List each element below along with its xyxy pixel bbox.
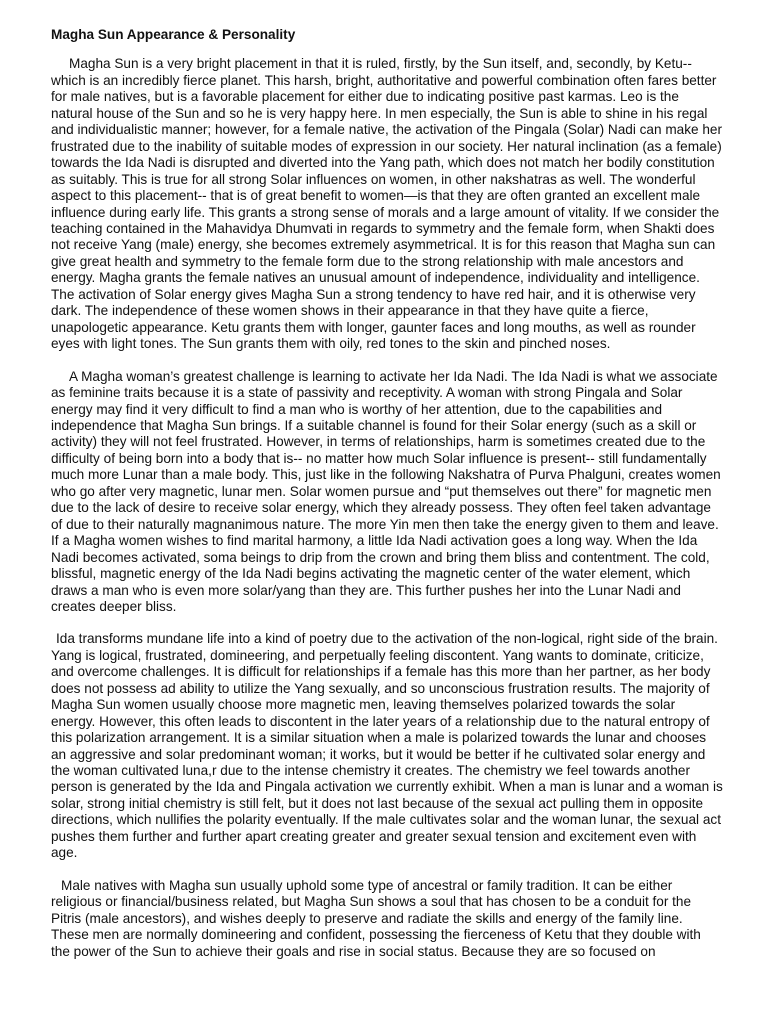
paragraph-4: Male natives with Magha sun usually uphold some type of ancestral or family tradition. It can be either religious or financial/business related, but Magha Sun shows a soul that has chosen to be a conduit for the Pitris (male ancestors), and wishes deeply to preserve and radiate the skills and energy of the family line. These men are normally domineering and confident, possessing the fierceness of Ketu that they double with the power of the Sun to achieve their goals and rise in social status. Because they are so focused on (51, 877, 701, 959)
paragraph-3: Ida transforms mundane life into a kind of poetry due to the activation of the non-logical, right side of the brain. Yang is logical, frustrated, domineering, and perpetually feeling discontent. Yang wants to dominate, criticize, and overcome challenges. It is difficult for relationships if a female has this more than her partner, as her body does not possess ad ability to utilize the Yang sexually, and so unconscious frustration results. The majority of Magha Sun women usually choose more magnetic men, leaving themselves polarized towards the solar energy. However, this often leads to discontent in the later years of a relationship due to the natural entropy of this polarization arrangement. It is a similar situation when a male is polarized towards the lunar and chooses an aggressive and solar predominant woman; it works, but it would be better if he cultivated solar energy and the woman cultivated luna,r due to the intense chemistry it creates. The chemistry we feel towards another person is generated by the Ida and Pingala activation we currently exhibit. When a man is lunar and a woman is solar, strong initial chemistry is still felt, but it does not last because of the sexual act pulling them in opposite directions, which nullifies the polarity eventually. If the male cultivates solar and the woman lunar, the sexual act pushes them further and further apart creating greater and greater sexual tension and excitement even with age. (51, 631, 723, 861)
document-title: Magha Sun Appearance & Personality (51, 27, 296, 42)
document-page (51, 27, 723, 960)
paragraph-1: Magha Sun is a very bright placement in that it is ruled, firstly, by the Sun itself, and, secondly, by Ketu-- which is an incredibly fierce planet. This harsh, bright, authoritative and powerful combination often fares better for male natives, but is a favorable placement for either due to indicating positive past karmas. Leo is the natural house of the Sun and so he is very happy here. In men especially, the Sun is able to shine in his regal and individualistic manner; however, for a female native, the activation of the Pingala (Solar) Nadi can make her frustrated due to the inability of suitable modes of expression in our society. Her natural inclination (as a female) towards the Ida Nadi is disrupted and diverted into the Yang path, which does not match her bodily constitution as suitably. This is true for all strong Solar influences on women, in other nakshatras as well. The wonderful aspect to this placement-- that is of great benefit to women—is that they are often granted an excellent male influence during early life. This grants a strong sense of morals and a large amount of vitality. If we consider the teaching contained in the Mahavidya Dhumvati in regards to symmetry and the female form, when Shakti does not receive Yang (male) energy, she becomes extremely asymmetrical. It is for this reason that Magha sun can give great health and symmetry to the female form due to the strong relationship with male ancestors and energy. Magha grants the female natives an unusual amount of independence, individuality and intelligence. The activation of Solar energy gives Magha Sun a strong tendency to have red hair, and it is otherwise very dark. The independence of these women shows in their appearance in that they have quite a fierce, unapologetic appearance. Ketu grants them with longer, gaunter faces and long mouths, as well as rounder eyes with light tones. The Sun grants them with oily, red tones to the skin and pinched noses. (51, 56, 722, 352)
paragraph-2: A Magha woman’s greatest challenge is learning to activate her Ida Nadi. The Ida Nadi is what we associate as feminine traits because it is a state of passivity and receptivity. A woman with strong Pingala and Solar energy may find it very difficult to find a man who is worthy of her attention, due to the capabilities and independence that Magha Sun brings. If a suitable channel is found for their Solar energy (such as a skill or activity) they will not feel frustrated. However, in terms of relationships, harm is sometimes created due to the difficulty of being born into a body that is-- no matter how much Solar influence is present-- still fundamentally much more Lunar than a male body. This, just like in the following Nakshatra of Purva Phalguni, creates women who go after very magnetic, lunar men. Solar women pursue and “put themselves out there” for magnetic men due to the lack of desire to receive solar energy, which they already possess. They often feel taken advantage of due to their naturally magnanimous nature. The more Yin men then take the energy given to them and leave. If a Magha women wishes to find marital harmony, a little Ida Nadi activation goes a long way. When the Ida Nadi becomes activated, soma beings to drip from the crown and bring them bliss and contentment. The cold, blissful, magnetic energy of the Ida Nadi begins activating the magnetic center of the water element, which draws a man who is even more solar/yang than they are. This further pushes her into the Lunar Nadi and creates deeper bliss. (51, 368, 721, 614)
